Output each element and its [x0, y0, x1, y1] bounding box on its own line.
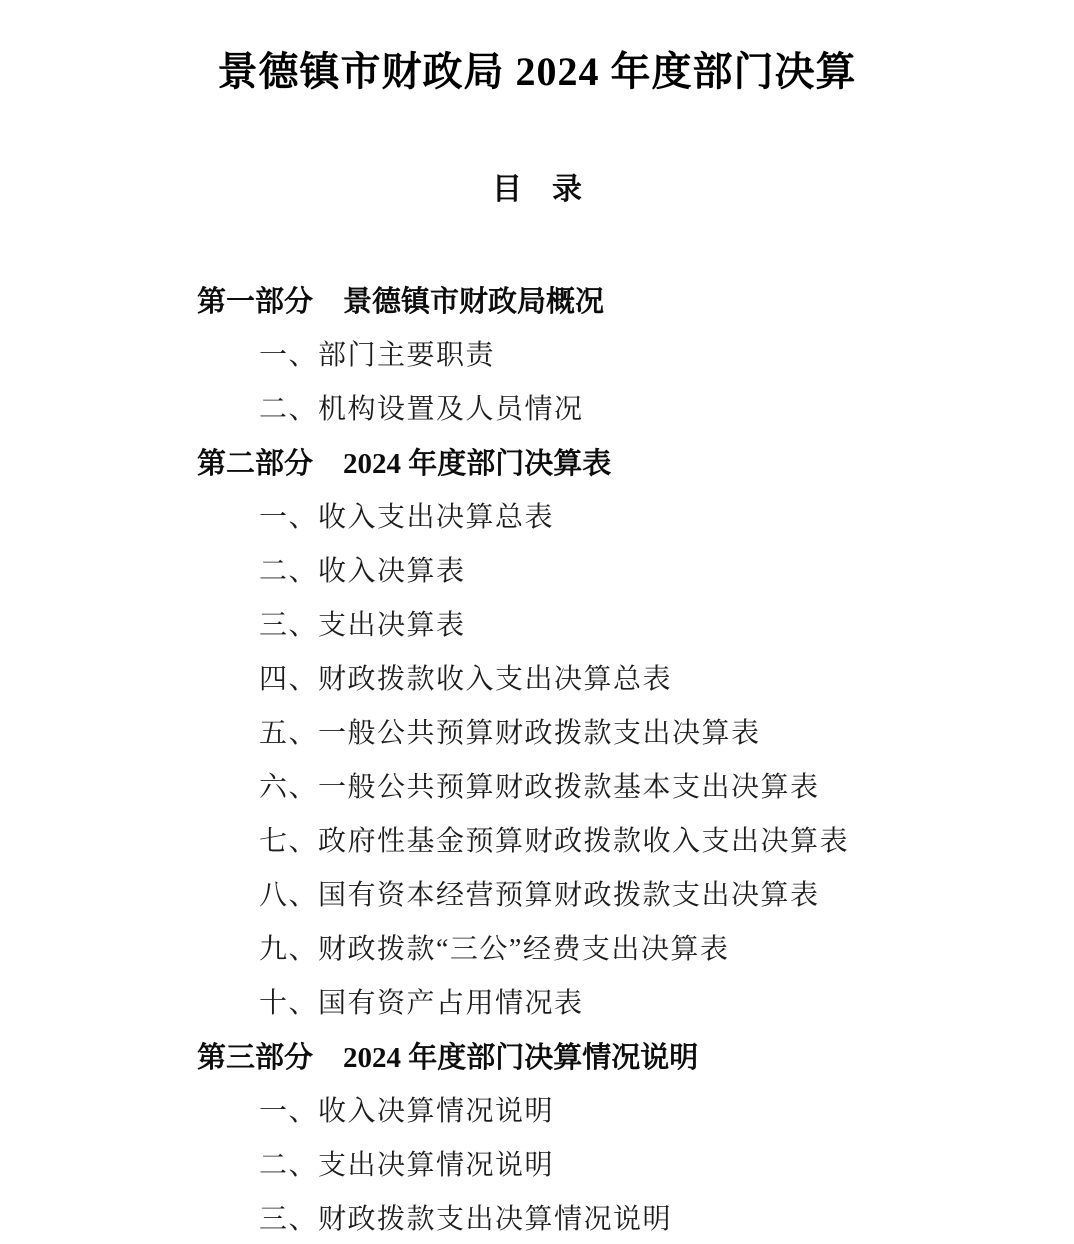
toc-heading: 目 录 [492, 173, 582, 206]
toc-item [0, 380, 1074, 434]
section-title: 景德镇市财政局概况 [343, 285, 605, 318]
toc-item-text: 九、财政拨款“三公”经费支出决算表 [259, 934, 730, 965]
toc-item-text: 三、财政拨款支出决算情况说明 [259, 1204, 673, 1235]
toc-item-text: 八、国有资本经营预算财政拨款支出决算表 [259, 880, 820, 911]
toc-item-text: 五、一般公共预算财政拨款支出决算表 [259, 718, 761, 749]
toc-item [0, 758, 1074, 812]
section-title: 2024 年度部门决算情况说明 [343, 1041, 699, 1074]
toc-item-text: 七、政府性基金预算财政拨款收入支出决算表 [259, 826, 850, 857]
toc-section-header-2 [0, 434, 1074, 488]
toc-item-text: 二、机构设置及人员情况 [259, 394, 584, 425]
document-title: 景德镇市财政局 2024 年度部门决算 [217, 49, 857, 94]
toc-item [0, 920, 1074, 974]
section-label: 第三部分 [197, 1041, 314, 1074]
toc-item [0, 866, 1074, 920]
toc-item [0, 542, 1074, 596]
section-label: 第二部分 [197, 447, 314, 480]
toc-item [0, 326, 1074, 380]
toc-item [0, 704, 1074, 758]
toc-item [0, 488, 1074, 542]
toc-item-text: 一、收入支出决算总表 [259, 502, 555, 533]
toc-item [0, 1190, 1074, 1244]
toc-item [0, 650, 1074, 704]
toc-item [0, 974, 1074, 1028]
toc-item [0, 1136, 1074, 1190]
toc-item-text: 四、财政拨款收入支出决算总表 [259, 664, 673, 695]
toc-item-text: 一、收入决算情况说明 [259, 1096, 555, 1127]
toc-item-text: 三、支出决算表 [259, 610, 466, 641]
table-of-contents [0, 272, 1074, 1244]
toc-item [0, 812, 1074, 866]
section-label: 第一部分 [197, 285, 314, 318]
toc-item-text: 一、部门主要职责 [259, 340, 496, 371]
toc-item [0, 1082, 1074, 1136]
toc-item-text: 六、一般公共预算财政拨款基本支出决算表 [259, 772, 820, 803]
toc-item [0, 596, 1074, 650]
toc-section-header-1 [0, 272, 1074, 326]
toc-item-text: 二、收入决算表 [259, 556, 466, 587]
section-title: 2024 年度部门决算表 [343, 447, 612, 480]
toc-section-header-3 [0, 1028, 1074, 1082]
toc-item-text: 二、支出决算情况说明 [259, 1150, 555, 1181]
toc-item-text: 十、国有资产占用情况表 [259, 988, 584, 1019]
